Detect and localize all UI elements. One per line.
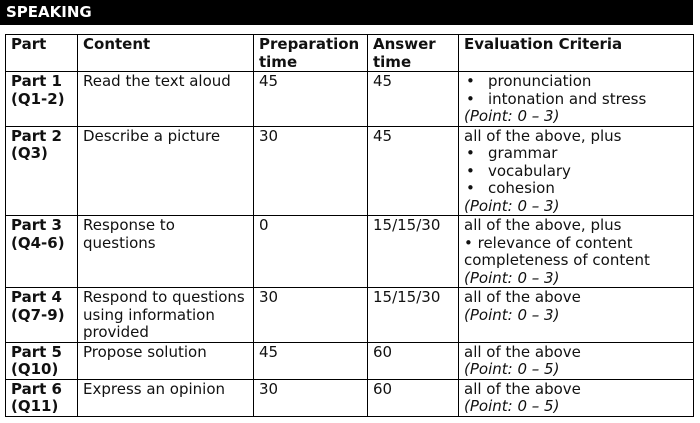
part-label: Part 5 [11, 342, 62, 361]
criteria-point: (Point: 0 – 5) [464, 360, 560, 378]
part-questions: (Q10) [11, 360, 59, 378]
criteria-cell [459, 342, 694, 379]
speaking-table [5, 34, 694, 417]
criteria-bullet: • pronunciation [464, 73, 688, 91]
part-cell [6, 72, 78, 127]
table-row [6, 379, 694, 416]
part-label: Part 4 [11, 288, 62, 306]
answer-time-cell: 45 [368, 72, 459, 127]
criteria-point: (Point: 0 – 3) [464, 107, 560, 125]
content-cell: Describe a picture [78, 126, 254, 216]
table-row [6, 216, 694, 288]
criteria-cell [459, 379, 694, 416]
criteria-point: (Point: 0 – 3) [464, 268, 560, 287]
content-cell: Response to questions [78, 216, 254, 288]
content-cell: Read the text aloud [78, 72, 254, 127]
criteria-lead: all of the above [464, 288, 581, 306]
criteria-point: (Point: 0 – 5) [464, 397, 560, 415]
part-label: Part 6 [11, 379, 62, 398]
part-questions: (Q3) [11, 144, 48, 162]
preparation-time-cell: 0 [254, 216, 368, 288]
content-cell: Respond to questions using information provided [78, 288, 254, 343]
criteria-cell [459, 126, 694, 216]
table-header-row [6, 35, 694, 72]
part-cell [6, 342, 78, 379]
criteria-point: (Point: 0 – 3) [464, 305, 560, 324]
preparation-time-cell: 45 [254, 342, 368, 379]
content-cell: Express an opinion [78, 379, 254, 416]
answer-time-cell: 60 [368, 342, 459, 379]
part-cell [6, 379, 78, 416]
header-part: Part [6, 35, 78, 72]
part-questions: (Q7-9) [11, 305, 65, 324]
criteria-lead: all of the above, plus [464, 126, 622, 145]
answer-time-cell: 15/15/30 [368, 216, 459, 288]
table-row [6, 288, 694, 343]
criteria-bullet-list [464, 73, 688, 108]
part-label: Part 2 [11, 126, 62, 145]
criteria-point: (Point: 0 – 3) [464, 196, 560, 215]
table-row [6, 342, 694, 379]
header-preparation-time: Preparation time [254, 35, 368, 72]
header-answer-time: Answer time [368, 35, 459, 72]
part-label: Part 1 [11, 72, 62, 90]
answer-time-cell: 45 [368, 126, 459, 216]
table-row [6, 126, 694, 216]
criteria-line: • relevance of content [464, 233, 633, 252]
part-cell [6, 216, 78, 288]
criteria-bullet: • intonation and stress [464, 91, 688, 109]
criteria-lead: all of the above, plus [464, 216, 622, 234]
criteria-cell [459, 216, 694, 288]
part-questions: (Q1-2) [11, 89, 65, 108]
preparation-time-cell: 30 [254, 126, 368, 216]
preparation-time-cell: 30 [254, 288, 368, 343]
criteria-cell [459, 288, 694, 343]
criteria-bullet: • cohesion [464, 180, 688, 198]
part-questions: (Q11) [11, 397, 59, 415]
part-label: Part 3 [11, 216, 62, 234]
answer-time-cell: 60 [368, 379, 459, 416]
preparation-time-cell: 30 [254, 379, 368, 416]
criteria-bullet-list [464, 145, 688, 198]
header-evaluation-criteria: Evaluation Criteria [459, 35, 694, 72]
table-row [6, 72, 694, 127]
part-cell [6, 288, 78, 343]
answer-time-cell: 15/15/30 [368, 288, 459, 343]
part-cell [6, 126, 78, 216]
header-content: Content [78, 35, 254, 72]
criteria-cell [459, 72, 694, 127]
criteria-bullet: • grammar [464, 145, 688, 163]
section-title: SPEAKING [0, 0, 693, 25]
criteria-lead: all of the above [464, 342, 581, 361]
criteria-line: completeness of content [464, 251, 650, 269]
criteria-lead: all of the above [464, 379, 581, 398]
preparation-time-cell: 45 [254, 72, 368, 127]
content-cell: Propose solution [78, 342, 254, 379]
part-questions: (Q4-6) [11, 233, 65, 252]
criteria-bullet: • vocabulary [464, 163, 688, 181]
